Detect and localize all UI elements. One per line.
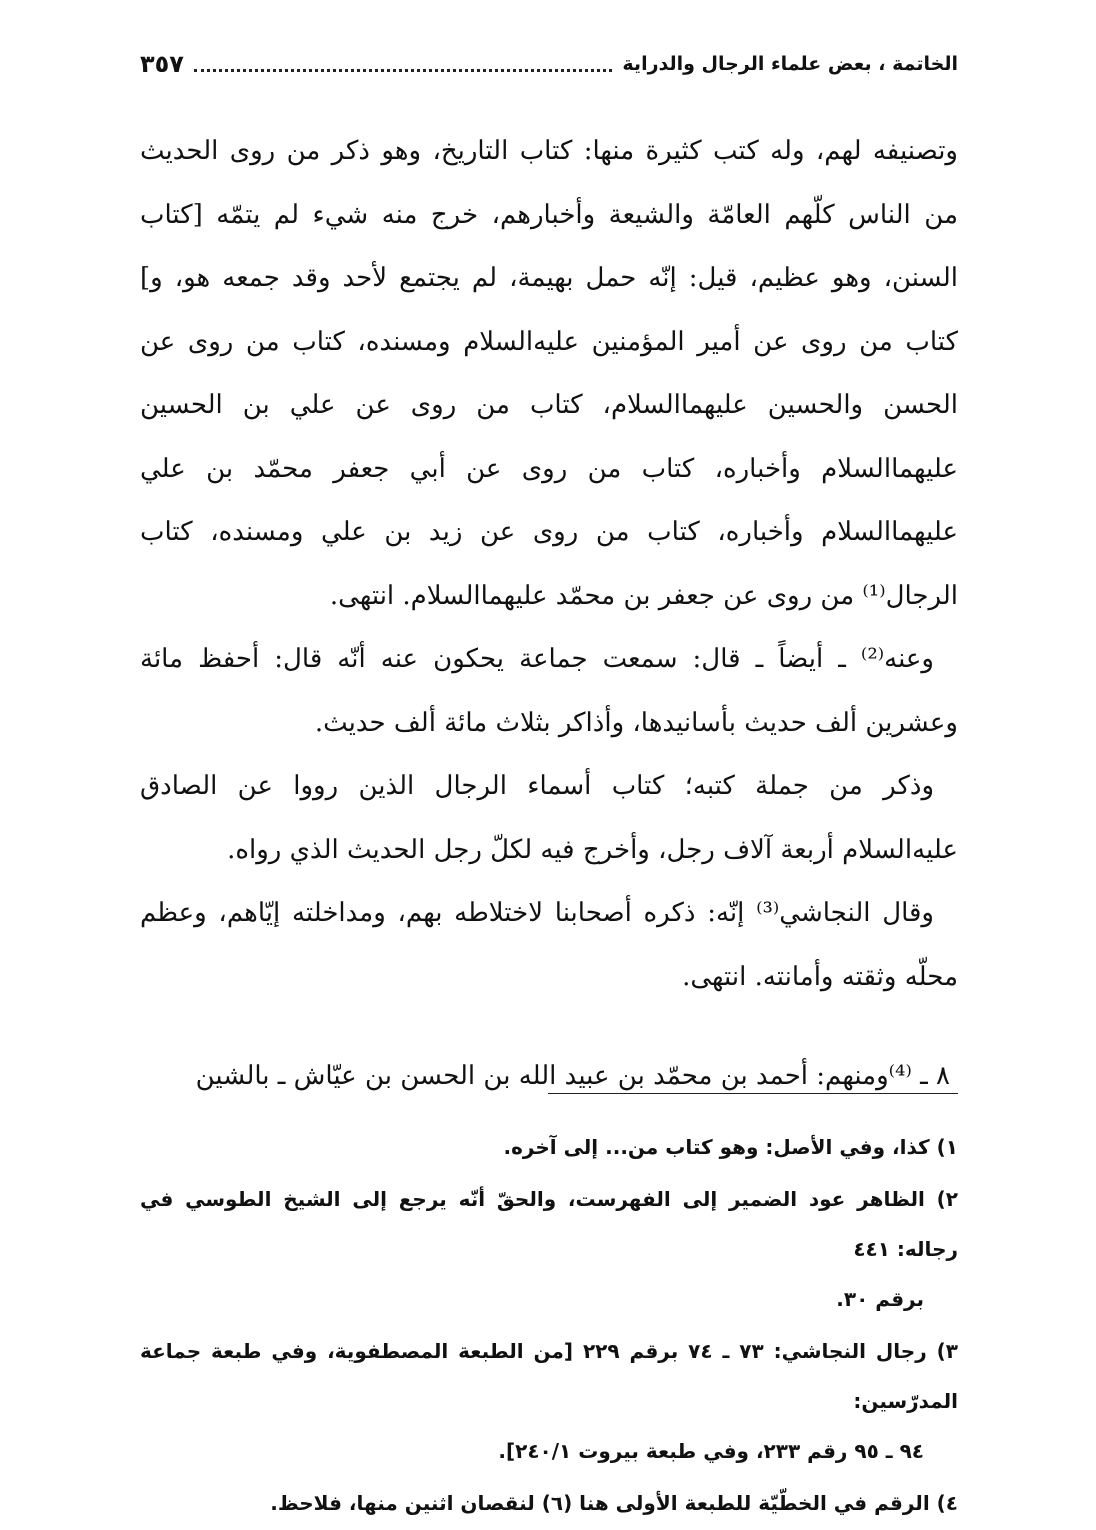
dotted-leader (194, 57, 612, 72)
main-text (140, 120, 958, 1109)
paragraph-3: وذكر من جملة كتبه؛ كتاب أسماء الرجال الذين رووا عن الصادق عليه‌السلام أربعة آلاف رجل، وأخرج فيه لكلّ رجل الحديث الذي رواه. (140, 771, 958, 865)
footnote-4: ٤) الرقم في الخطّيّة للطبعة الأولى هنا (٦) لنقصان اثنين منها، فلاحظ. (270, 1491, 958, 1515)
footnote-3 (140, 1326, 958, 1476)
running-title: الخاتمة ، بعض علماء الرجال والدراية (622, 53, 958, 75)
footnotes (140, 1122, 958, 1530)
footnote-separator (548, 1093, 958, 1094)
footnote-1: ١) كذا، وفي الأصل: وهو كتاب من... إلى آخره. (503, 1135, 958, 1159)
page-number: ٣٥٧ (140, 50, 184, 78)
page-header (140, 44, 958, 84)
paragraph-2: وعنه⁽²⁾ ـ أيضاً ـ قال: سمعت جماعة يحكون عنه أنّه قال: أحفظ مائة وعشرين ألف حديث بأسانيدها، وأذاكر بثلاث مائة ألف حديث. (140, 644, 958, 738)
paragraph-1: وتصنيفه لهم، وله كتب كثيرة منها: كتاب التاريخ، وهو ذكر من روى الحديث من الناس كلّهم العامّة والشيعة وأخبارهم، خرج منه شيء لم يتمّه [كتاب السنن، وهو عظيم، قيل: إنّه حمل بهيمة، لم يجتمع لأحد وقد جمعه هو، و] كتاب من روى عن أمير المؤمنين عليه‌السلام ومسنده، كتاب من روى عن الحسن والحسين عليهما‌السلام، كتاب من روى عن علي بن الحسين عليهما‌السلام وأخباره، كتاب من روى عن أبي جعفر محمّد بن علي عليهما‌السلام وأخباره، كتاب من روى عن زيد بن علي ومسنده، كتاب الرجال⁽¹⁾ من روى عن جعفر بن محمّد عليهما‌السلام. انتهى. (140, 136, 958, 611)
footnote-3-line-2: ٩٤ ـ ٩٥ رقم ٢٣٣، وفي طبعة بيروت ٢٤٠/١]. (498, 1439, 924, 1463)
footnote-2-line-2: برقم ٣٠. (836, 1287, 924, 1311)
entry-8-heading: ٨ ـ ⁽⁴⁾ومنهم: أحمد بن محمّد بن عبيد الله بن الحسن بن عيّاش ـ بالشين (195, 1061, 950, 1091)
footnote-3-line-1: ٣) رجال النجاشي: ٧٣ ـ ٧٤ برقم ٢٢٩ [من الطبعة المصطفوية، وفي طبعة جماعة المدرّسين: (140, 1339, 959, 1413)
footnote-2 (140, 1174, 958, 1324)
footnote-2-line-1: ٢) الظاهر عود الضمير إلى الفهرست، والحقّ أنّه يرجع إلى الشيخ الطوسي في رجاله: ٤٤١ (140, 1187, 958, 1261)
paragraph-4: وقال النجاشي⁽³⁾ إنّه: ذكره أصحابنا لاختلاطه بهم، ومداخلته إيّاهم، وعظم محلّه وثقته وأمانته. انتهى. (140, 898, 958, 992)
